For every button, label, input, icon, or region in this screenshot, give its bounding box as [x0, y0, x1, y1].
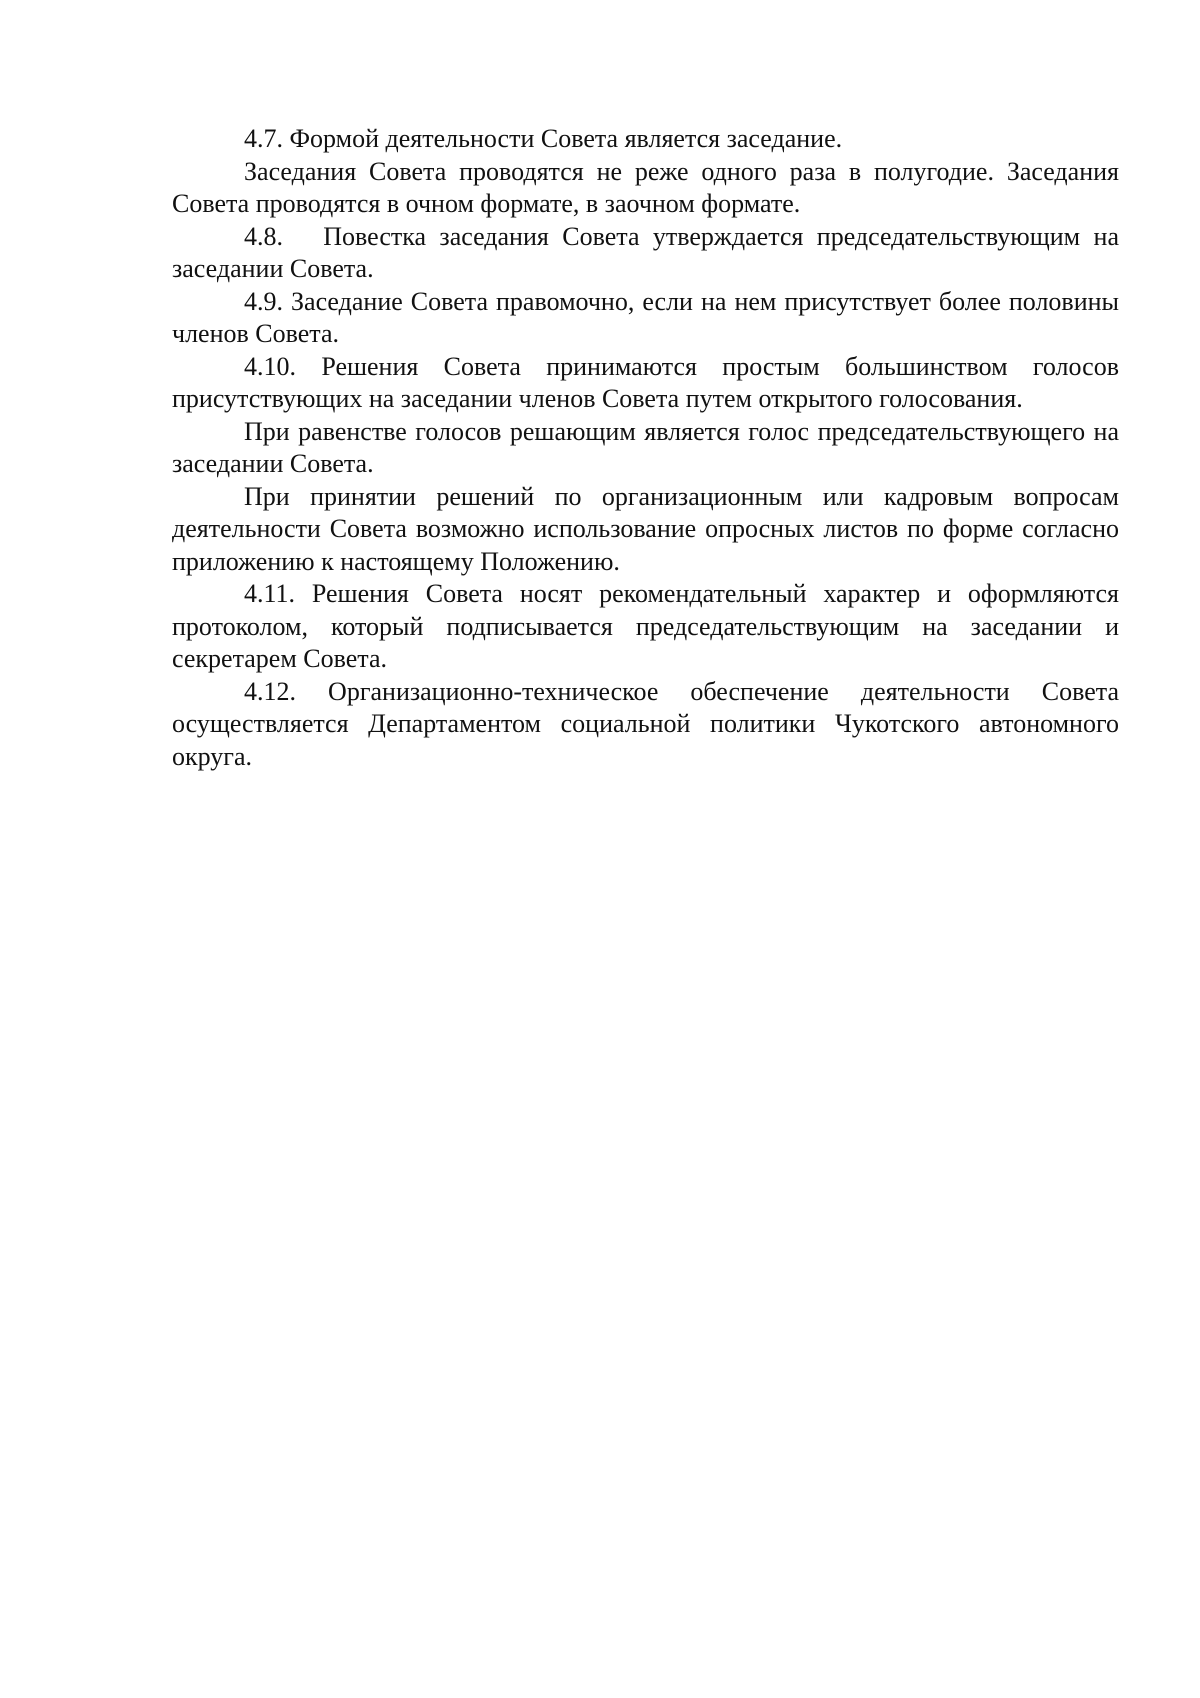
paragraph-questionnaires: При принятии решений по организационным или кадровым вопросам деятельности Совета возможно использование опросных листов по форме согласно приложению к настоящему Положению. [172, 481, 1119, 576]
paragraph-4-8: 4.8. Повестка заседания Совета утверждается председательствующим на заседании Совета. [172, 221, 1119, 283]
paragraph-4-12: 4.12. Организационно-техническое обеспечение деятельности Совета осуществляется Департаментом социальной политики Чукотского автономного округа. [172, 676, 1119, 771]
document-body [172, 123, 1119, 773]
paragraph-4-10: 4.10. Решения Совета принимаются простым большинством голосов присутствующих на заседании членов Совета путем открытого голосования. [172, 351, 1119, 413]
paragraph-equal-votes: При равенстве голосов решающим является голос председательствующего на заседании Совета. [172, 416, 1119, 478]
paragraph-meetings-frequency: Заседания Совета проводятся не реже одного раза в полугодие. Заседания Совета проводятся в очном формате, в заочном формате. [172, 156, 1119, 218]
paragraph-4-9: 4.9. Заседание Совета правомочно, если на нем присутствует более половины членов Совета. [172, 286, 1119, 348]
paragraph-4-7: 4.7. Формой деятельности Совета является заседание. [244, 124, 843, 153]
paragraph-4-11: 4.11. Решения Совета носят рекомендательный характер и оформляются протоколом, который подписывается председательствующим на заседании и секретарем Совета. [172, 579, 1119, 673]
